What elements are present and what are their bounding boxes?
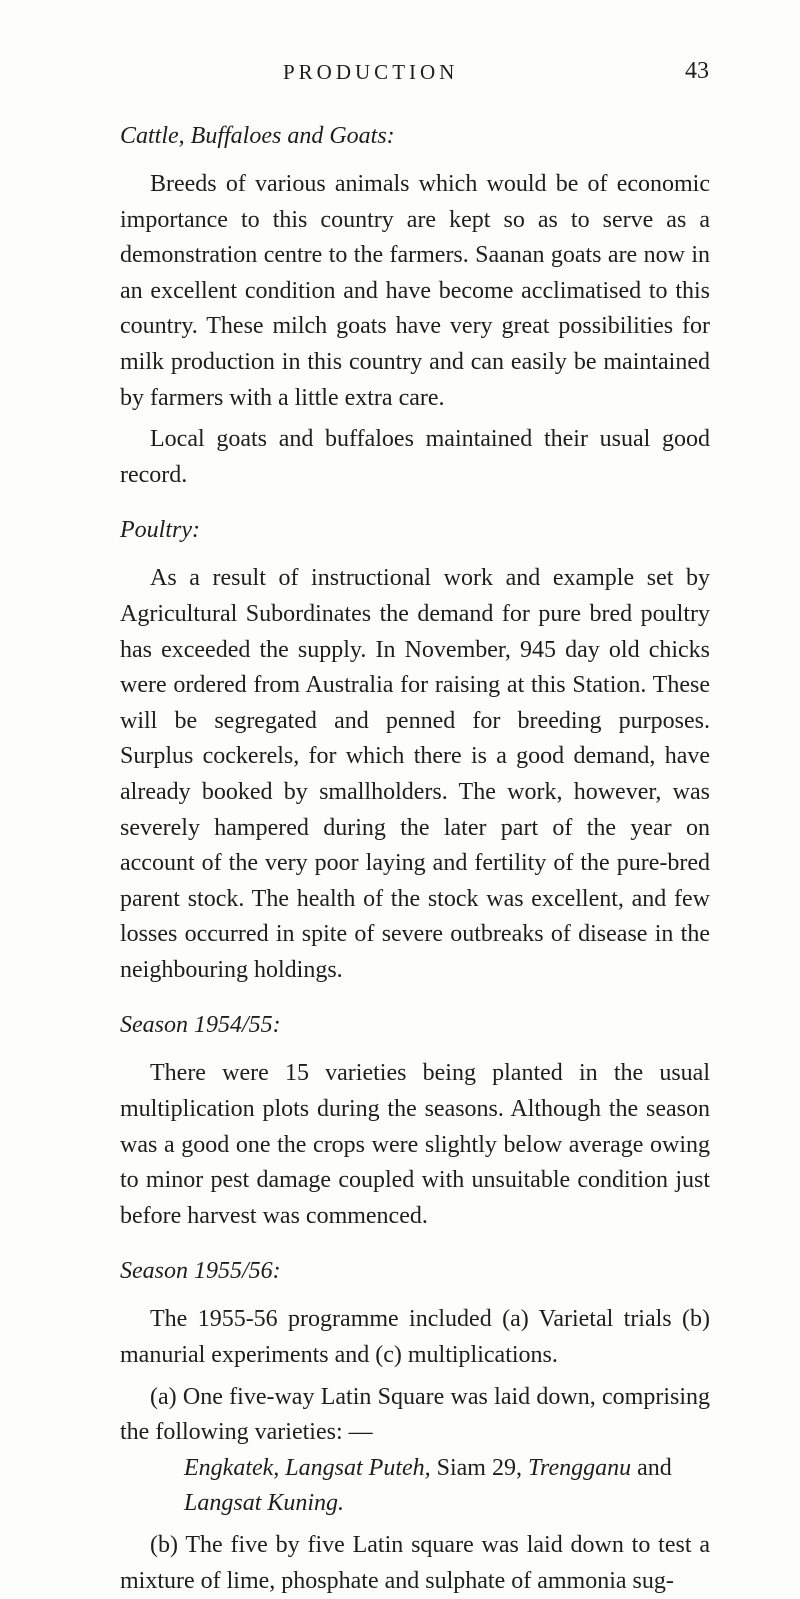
- variety-name: Langsat Kuning.: [184, 1490, 345, 1517]
- paragraph: There were 15 varieties being planted in the usual multiplication plots during the seasons. Although the season was a good one the crops were slightly below average owing to minor pest damage coupled with unsuitable condition just before harvest was commenced.: [120, 1060, 710, 1229]
- variety-name: Langsat Puteh,: [285, 1454, 431, 1481]
- variety-name: Siam 29,: [436, 1454, 522, 1481]
- page-header: [0, 60, 800, 100]
- variety-name: Trengganu: [527, 1454, 632, 1481]
- running-title: PRODUCTION: [283, 60, 459, 84]
- conjunction: and: [637, 1454, 672, 1481]
- section-heading-cattle: Cattle, Buffaloes and Goats:: [120, 123, 395, 149]
- page-body: [120, 119, 710, 1599]
- variety-name: Engkatek,: [184, 1454, 280, 1481]
- paragraph: Breeds of various animals which would be of economic importance to this country are kept so as to serve as a demonstration centre to the farmers. Saanan goats are now in an excellent condition and have become acclimatised to this country. These milch goats have very great possibilities for milk production in this country and can easily be maintained by farmers with a little extra care.: [120, 171, 710, 411]
- variety-list: [184, 1451, 710, 1522]
- paragraph: The 1955-56 programme included (a) Varietal trials (b) manurial experiments and (c) multiplications.: [120, 1306, 710, 1369]
- section-heading-season-1955: Season 1955/56:: [120, 1258, 281, 1285]
- paragraph: (a) One five-way Latin Square was laid down, comprising the following varieties: —: [120, 1383, 710, 1446]
- page-number: 43: [685, 58, 709, 84]
- section-heading-season-1954: Season 1954/55:: [120, 1012, 281, 1039]
- paragraph: Local goats and buffaloes maintained their usual good record.: [120, 426, 710, 488]
- paragraph: As a result of instructional work and example set by Agricultural Subordinates the demand for pure bred poultry has exceeded the supply. In November, 945 day old chicks were ordered from Australia for raising at this Station. These will be segregated and penned for breeding purposes. Surplus cockerels, for which there is a good demand, have already booked by smallholders. The work, however, was severely hampered during the later part of the year on account of the very poor laying and fertility of the pure-bred parent stock. The health of the stock was excellent, and few losses occurred in spite of severe outbreaks of disease in the neighbouring holdings.: [120, 565, 710, 983]
- section-heading-poultry: Poultry:: [120, 517, 200, 544]
- paragraph: (b) The five by five Latin square was laid down to test a mixture of lime, phosphate and sulphate of ammonia sug-: [120, 1532, 710, 1594]
